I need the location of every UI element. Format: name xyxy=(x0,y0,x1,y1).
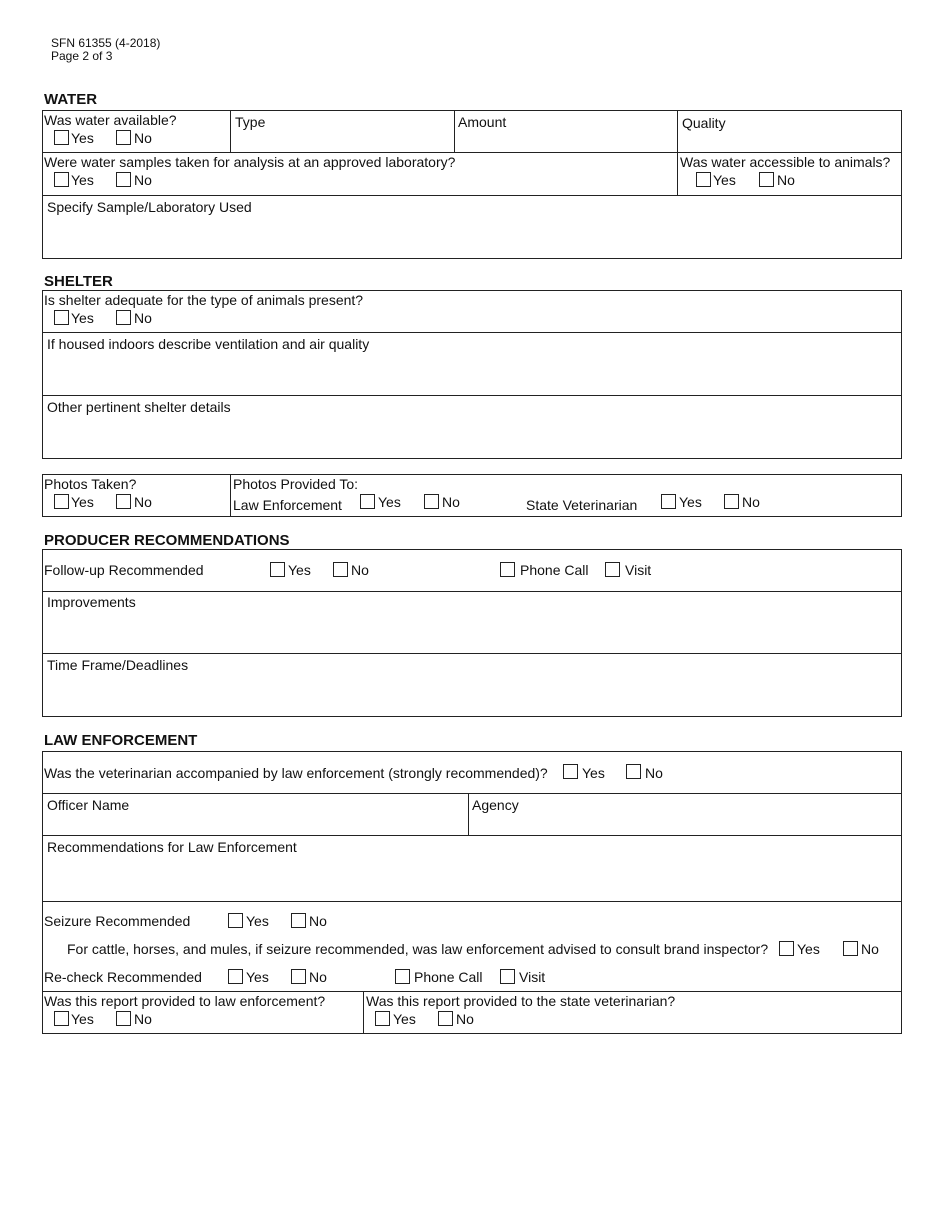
no-label: No xyxy=(134,310,152,326)
recheck-yes-checkbox[interactable] xyxy=(228,969,243,984)
water-amount-label: Amount xyxy=(458,114,507,130)
report-sv-no-checkbox[interactable] xyxy=(438,1011,453,1026)
no-label: No xyxy=(742,494,760,510)
indoors-ventilation-field[interactable] xyxy=(43,353,901,394)
brand-inspector-question: For cattle, horses, and mules, if seizure recommended, was law enforcement advised to consult brand inspector? xyxy=(67,941,769,957)
page-number: Page 2 of 3 xyxy=(51,49,113,63)
indoors-ventilation-label: If housed indoors describe ventilation and air quality xyxy=(47,336,370,352)
vet-accompanied-question: Was the veterinarian accompanied by law enforcement (strongly recommended)? xyxy=(44,765,548,781)
other-shelter-details-label: Other pertinent shelter details xyxy=(47,399,231,415)
no-label: No xyxy=(861,941,879,957)
law-section-title: LAW ENFORCEMENT xyxy=(44,732,198,749)
report-state-vet-question: Was this report provided to the state veterinarian? xyxy=(366,993,676,1009)
photos-le-no-checkbox[interactable] xyxy=(424,494,439,509)
agency-field[interactable] xyxy=(469,814,901,834)
divider xyxy=(42,991,902,992)
time-frame-label: Time Frame/Deadlines xyxy=(47,657,189,673)
recheck-phone-call-checkbox[interactable] xyxy=(395,969,410,984)
brand-inspector-yes-checkbox[interactable] xyxy=(779,941,794,956)
form-number: SFN 61355 (4-2018) xyxy=(51,36,161,50)
recheck-visit-checkbox[interactable] xyxy=(500,969,515,984)
water-accessible-question: Was water accessible to animals? xyxy=(680,154,891,170)
divider xyxy=(42,591,902,592)
no-label: No xyxy=(134,172,152,188)
water-available-question: Was water available? xyxy=(44,112,177,128)
photos-sv-yes-checkbox[interactable] xyxy=(661,494,676,509)
improvements-field[interactable] xyxy=(43,611,901,652)
recheck-no-checkbox[interactable] xyxy=(291,969,306,984)
water-type-field[interactable] xyxy=(231,132,453,151)
officer-name-field[interactable] xyxy=(43,814,467,834)
followup-yes-checkbox[interactable] xyxy=(270,562,285,577)
yes-label: Yes xyxy=(71,1011,94,1027)
time-frame-field[interactable] xyxy=(43,674,901,716)
no-label: No xyxy=(777,172,795,188)
photos-law-enforcement-label: Law Enforcement xyxy=(233,497,342,513)
recommendations-le-field[interactable] xyxy=(43,856,901,900)
no-label: No xyxy=(351,562,369,578)
yes-label: Yes xyxy=(246,969,269,985)
no-label: No xyxy=(134,130,152,146)
brand-inspector-no-checkbox[interactable] xyxy=(843,941,858,956)
water-section-title: WATER xyxy=(44,91,98,108)
yes-label: Yes xyxy=(71,172,94,188)
photos-taken-yes-checkbox[interactable] xyxy=(54,494,69,509)
water-quality-label: Quality xyxy=(682,115,726,131)
seizure-yes-checkbox[interactable] xyxy=(228,913,243,928)
divider xyxy=(363,991,364,1034)
photos-sv-no-checkbox[interactable] xyxy=(724,494,739,509)
no-label: No xyxy=(645,765,663,781)
divider xyxy=(230,474,231,517)
water-accessible-yes-checkbox[interactable] xyxy=(696,172,711,187)
improvements-label: Improvements xyxy=(47,594,136,610)
divider xyxy=(42,793,902,794)
no-label: No xyxy=(442,494,460,510)
no-label: No xyxy=(134,494,152,510)
seizure-recommended-label: Seizure Recommended xyxy=(44,913,191,929)
divider xyxy=(42,835,902,836)
water-accessible-no-checkbox[interactable] xyxy=(759,172,774,187)
report-sv-yes-checkbox[interactable] xyxy=(375,1011,390,1026)
water-type-label: Type xyxy=(235,114,266,130)
officer-name-label: Officer Name xyxy=(47,797,130,813)
producer-section-title: PRODUCER RECOMMENDATIONS xyxy=(44,532,290,549)
yes-label: Yes xyxy=(288,562,311,578)
water-samples-question: Were water samples taken for analysis at an approved laboratory? xyxy=(44,154,456,170)
phone-call-label: Phone Call xyxy=(520,562,589,578)
yes-label: Yes xyxy=(71,130,94,146)
followup-no-checkbox[interactable] xyxy=(333,562,348,577)
report-le-yes-checkbox[interactable] xyxy=(54,1011,69,1026)
phone-call-label: Phone Call xyxy=(414,969,483,985)
other-shelter-details-field[interactable] xyxy=(43,416,901,458)
followup-recommended-label: Follow-up Recommended xyxy=(44,562,204,578)
divider xyxy=(42,195,902,196)
divider xyxy=(42,395,902,396)
followup-visit-checkbox[interactable] xyxy=(605,562,620,577)
yes-label: Yes xyxy=(246,913,269,929)
accompanied-no-checkbox[interactable] xyxy=(626,764,641,779)
seizure-no-checkbox[interactable] xyxy=(291,913,306,928)
yes-label: Yes xyxy=(582,765,605,781)
shelter-adequate-yes-checkbox[interactable] xyxy=(54,310,69,325)
divider xyxy=(42,152,902,153)
sample-laboratory-field[interactable] xyxy=(43,216,901,258)
yes-label: Yes xyxy=(797,941,820,957)
yes-label: Yes xyxy=(679,494,702,510)
water-available-yes-checkbox[interactable] xyxy=(54,130,69,145)
no-label: No xyxy=(456,1011,474,1027)
yes-label: Yes xyxy=(71,310,94,326)
visit-label: Visit xyxy=(625,562,652,578)
divider xyxy=(42,653,902,654)
no-label: No xyxy=(309,913,327,929)
water-quality-field[interactable] xyxy=(678,133,901,151)
shelter-adequate-question: Is shelter adequate for the type of animals present? xyxy=(44,292,364,308)
followup-phone-call-checkbox[interactable] xyxy=(500,562,515,577)
photos-taken-no-checkbox[interactable] xyxy=(116,494,131,509)
water-available-no-checkbox[interactable] xyxy=(116,130,131,145)
recheck-recommended-label: Re-check Recommended xyxy=(44,969,202,985)
divider xyxy=(42,901,902,902)
water-samples-yes-checkbox[interactable] xyxy=(54,172,69,187)
yes-label: Yes xyxy=(393,1011,416,1027)
yes-label: Yes xyxy=(71,494,94,510)
yes-label: Yes xyxy=(378,494,401,510)
photos-taken-question: Photos Taken? xyxy=(44,476,137,492)
no-label: No xyxy=(134,1011,152,1027)
water-amount-field[interactable] xyxy=(455,132,676,151)
visit-label: Visit xyxy=(519,969,546,985)
photos-provided-to-label: Photos Provided To: xyxy=(233,476,359,492)
water-samples-no-checkbox[interactable] xyxy=(116,172,131,187)
accompanied-yes-checkbox[interactable] xyxy=(563,764,578,779)
no-label: No xyxy=(309,969,327,985)
divider xyxy=(42,332,902,333)
report-law-enforcement-question: Was this report provided to law enforcement? xyxy=(44,993,326,1009)
shelter-section-title: SHELTER xyxy=(44,273,113,290)
recommendations-le-label: Recommendations for Law Enforcement xyxy=(47,839,297,855)
sample-laboratory-label: Specify Sample/Laboratory Used xyxy=(47,199,252,215)
divider xyxy=(677,110,678,195)
photos-state-vet-label: State Veterinarian xyxy=(526,497,638,513)
agency-label: Agency xyxy=(472,797,519,813)
photos-le-yes-checkbox[interactable] xyxy=(360,494,375,509)
shelter-adequate-no-checkbox[interactable] xyxy=(116,310,131,325)
photos-table xyxy=(42,474,902,517)
yes-label: Yes xyxy=(713,172,736,188)
report-le-no-checkbox[interactable] xyxy=(116,1011,131,1026)
